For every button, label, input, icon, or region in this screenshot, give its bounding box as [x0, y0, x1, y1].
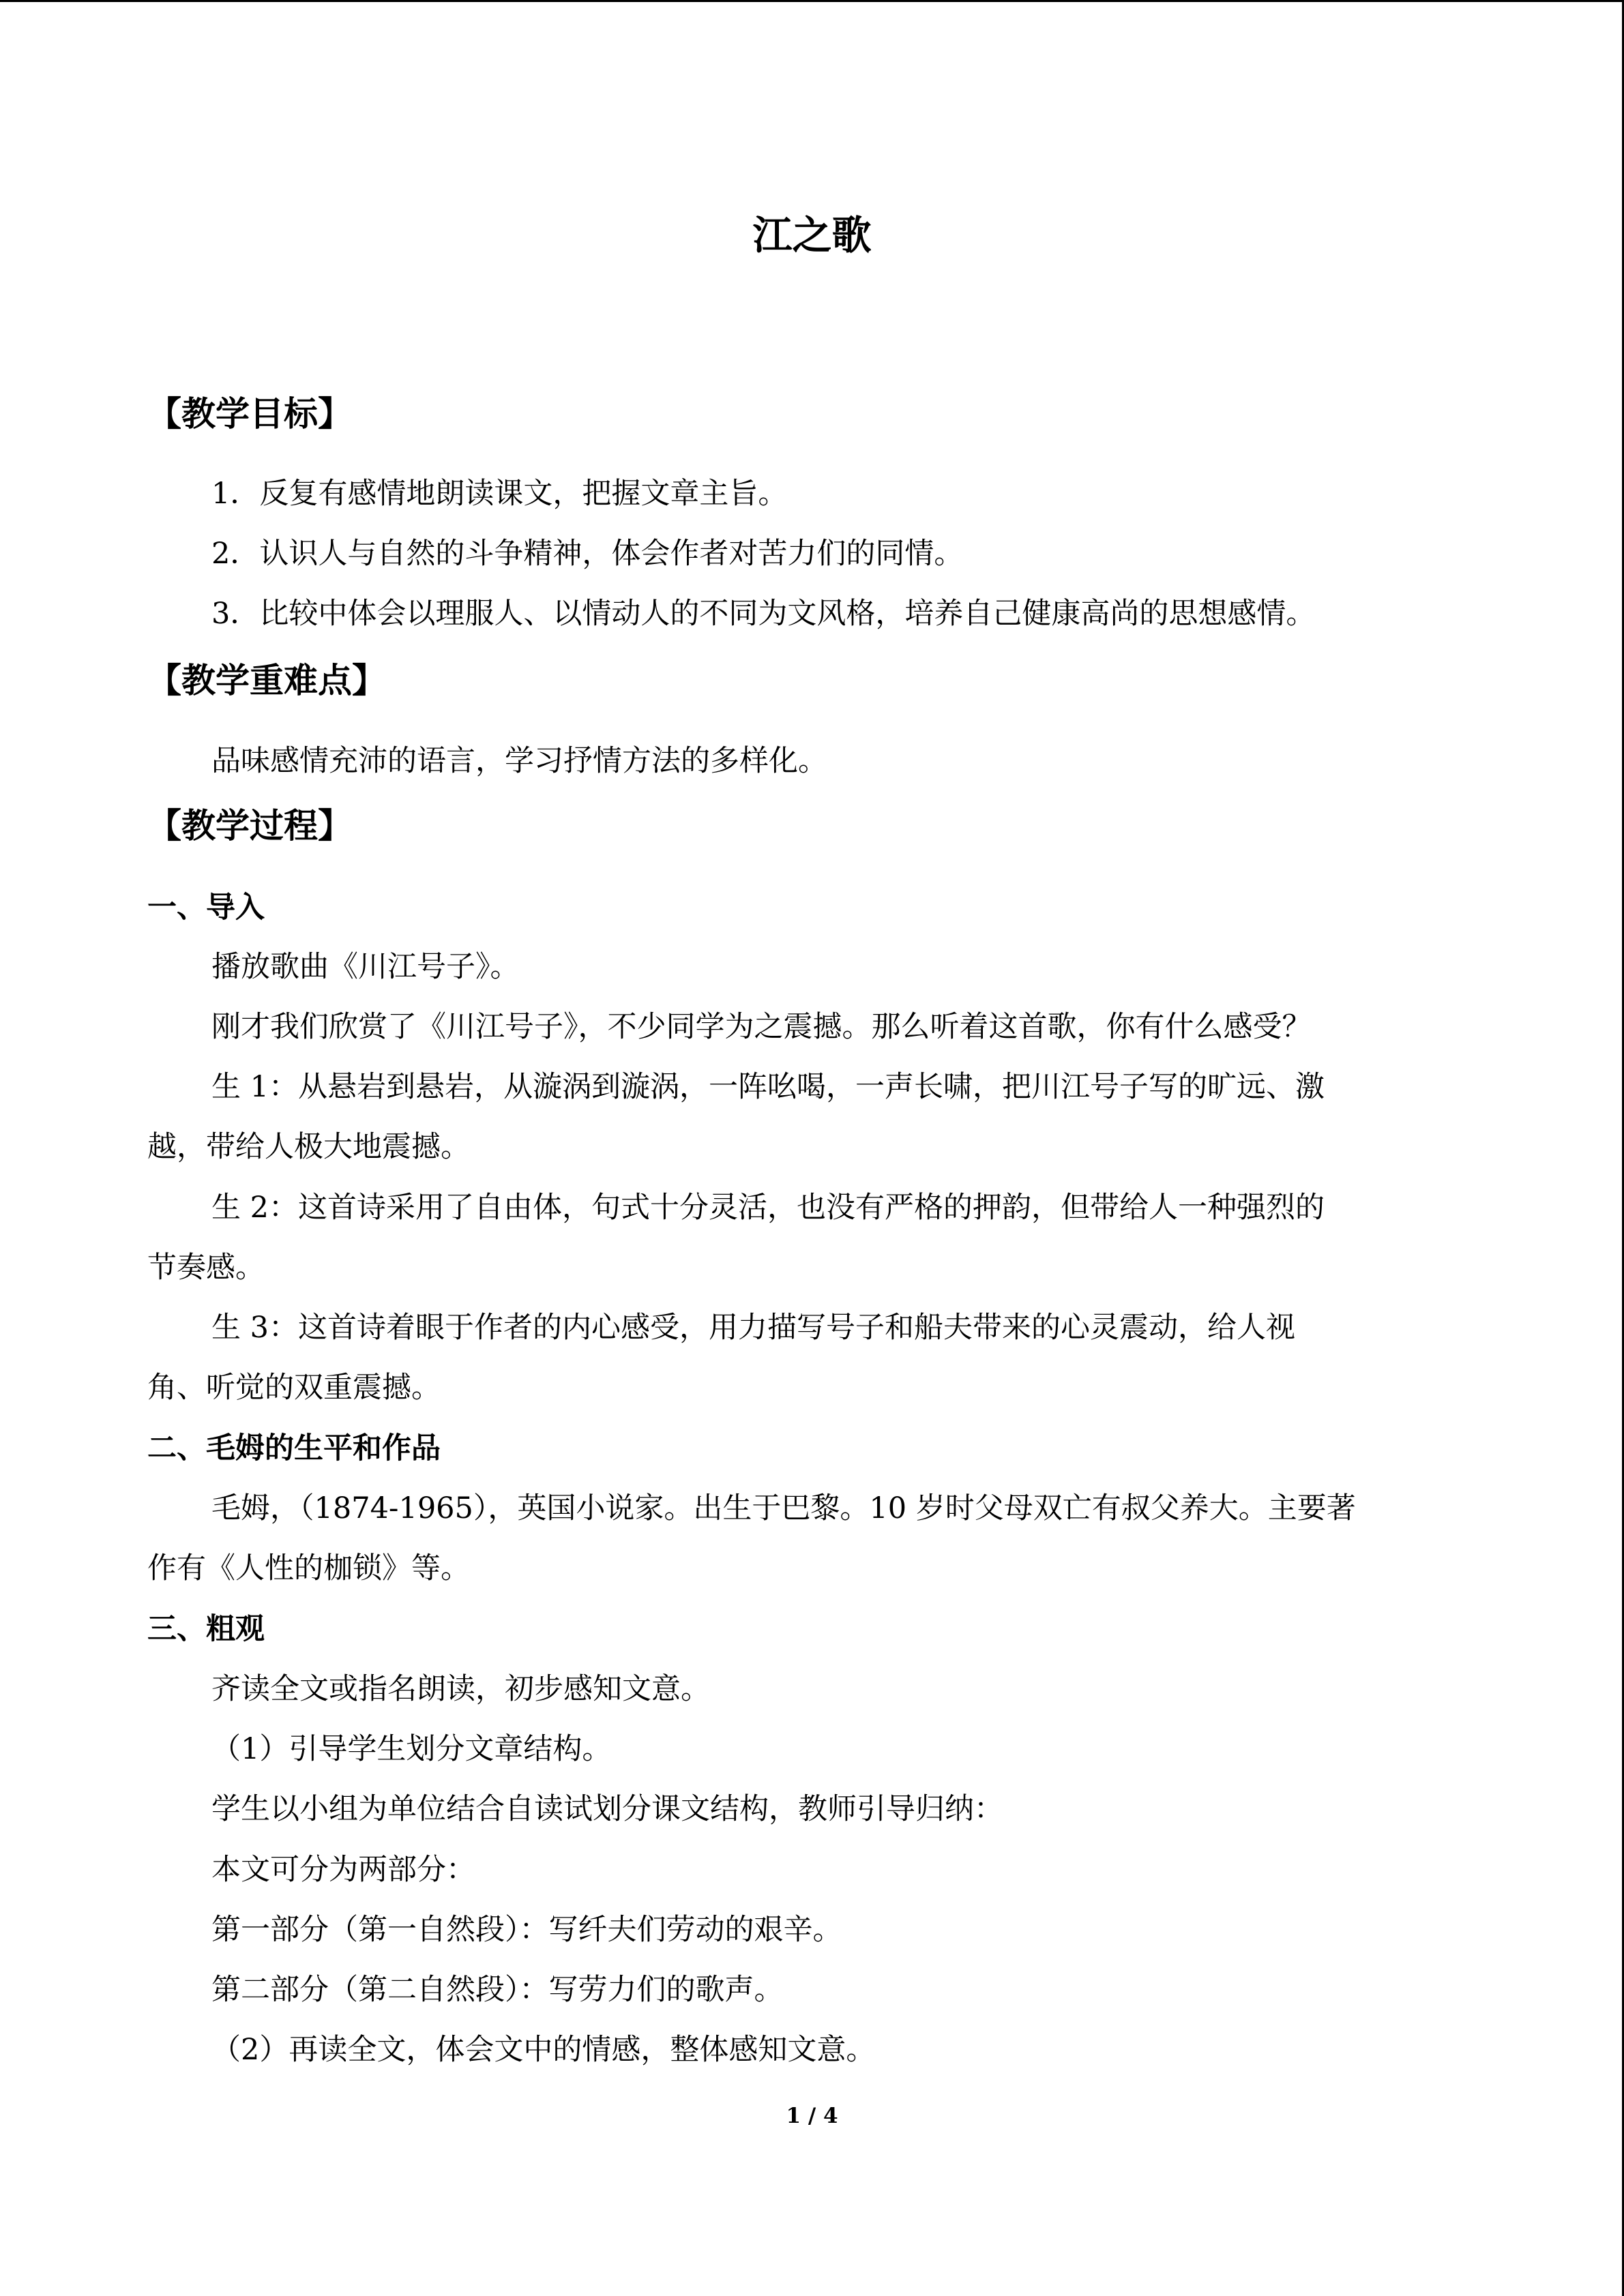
part2-line-1: 毛姆，（1874-1965），英国小说家。出生于巴黎。10 岁时父母双亡有叔父养大。主要著 [211, 1491, 1356, 1525]
part3-line-4: 本文可分为两部分： [211, 1853, 475, 1887]
part1-line-1: 播放歌曲《川江号子》。 [211, 950, 520, 984]
key-points-heading: 【教学重难点】 [147, 661, 386, 700]
part3-line-1: 齐读全文或指名朗读，初步感知文意。 [211, 1672, 710, 1706]
objective-item-2: 2．认识人与自然的斗争精神，体会作者对苦力们的同情。 [211, 537, 964, 571]
part3-line-3: 学生以小组为单位结合自读试划分课文结构，教师引导归纳： [211, 1792, 1003, 1826]
part1-line-7: 生 3：这首诗着眼于作者的内心感受，用力描写号子和船夫带来的心灵震动，给人视 [211, 1311, 1296, 1345]
part3-line-6: 第二部分（第二自然段）：写劳力们的歌声。 [211, 1973, 784, 2007]
objective-item-3: 3．比较中体会以理服人、以情动人的不同为文风格，培养自己健康高尚的思想感情。 [211, 597, 1316, 631]
page-number: 1 / 4 [786, 2104, 838, 2128]
part2-heading: 二、毛姆的生平和作品 [147, 1431, 441, 1465]
part3-line-7: （2）再读全文，体会文中的情感，整体感知文意。 [211, 2033, 876, 2067]
part1-line-4: 越，带给人极大地震撼。 [147, 1130, 470, 1164]
part1-line-5: 生 2：这首诗采用了自由体，句式十分灵活，也没有严格的押韵，但带给人一种强烈的 [211, 1191, 1325, 1225]
part3-line-5: 第一部分（第一自然段）：写纤夫们劳动的艰辛。 [211, 1913, 842, 1947]
part3-line-2: （1）引导学生划分文章结构。 [211, 1732, 612, 1766]
process-heading: 【教学过程】 [147, 806, 352, 846]
part1-line-8: 角、听觉的双重震撼。 [147, 1371, 441, 1405]
page-border-top [0, 0, 1624, 2]
page-title: 江之歌 [752, 212, 872, 258]
objective-item-1: 1．反复有感情地朗读课文，把握文章主旨。 [211, 477, 788, 511]
part2-line-2: 作有《人性的枷锁》等。 [147, 1551, 470, 1585]
part1-line-3: 生 1：从悬岩到悬岩，从漩涡到漩涡，一阵吆喝，一声长啸，把川江号子写的旷远、激 [211, 1070, 1325, 1104]
part1-line-2: 刚才我们欣赏了《川江号子》，不少同学为之震撼。那么听着这首歌，你有什么感受？ [211, 1010, 1312, 1044]
objectives-heading: 【教学目标】 [147, 394, 352, 434]
part1-line-6: 节奏感。 [147, 1251, 265, 1285]
part3-heading: 三、粗观 [147, 1612, 265, 1646]
key-points-text: 品味感情充沛的语言，学习抒情方法的多样化。 [211, 744, 827, 778]
part1-heading: 一、导入 [147, 891, 265, 925]
